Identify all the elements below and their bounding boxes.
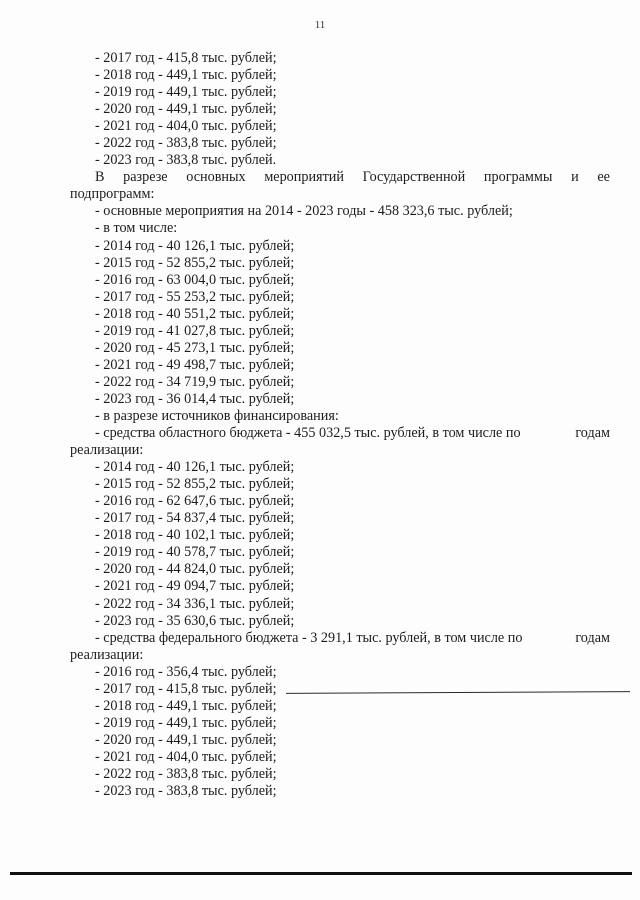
- funding-list-federal: [70, 664, 610, 800]
- intro-word: и: [571, 169, 579, 186]
- list-item: - 2018 год - 40 102,1 тыс. рублей;: [95, 527, 295, 544]
- list-item: - 2021 год - 49 094,7 тыс. рублей;: [95, 578, 295, 595]
- list-item: - 2023 год - 383,8 тыс. рублей.: [95, 152, 277, 169]
- list-item: - 2017 год - 415,8 тыс. рублей;: [95, 50, 277, 66]
- list-item: - 2020 год - 449,1 тыс. рублей;: [95, 101, 277, 118]
- list-item: - 2016 год - 63 004,0 тыс. рублей;: [95, 271, 295, 288]
- federal-budget-text: - средства федерального бюджета - 3 291,1 тыс. рублей, в том числе по: [95, 629, 523, 646]
- list-item: - 2021 год - 49 498,7 тыс. рублей;: [95, 356, 295, 373]
- intro-word: программы: [483, 169, 553, 186]
- list-item: - 2019 год - 40 578,7 тыс. рублей;: [95, 544, 295, 561]
- list-item: - 2017 год - 55 253,2 тыс. рублей;: [95, 288, 295, 305]
- intro-word: ее: [597, 169, 610, 186]
- section-intro-paragraph: [70, 169, 610, 186]
- funding-list-federal-tail: [70, 50, 610, 169]
- intro-word: В: [95, 169, 105, 186]
- regional-budget-continuation: реализации:: [70, 442, 144, 459]
- funding-sources-label: - в разрезе источников финансирования:: [95, 407, 339, 424]
- list-item: - 2014 год - 40 126,1 тыс. рублей;: [95, 459, 295, 476]
- list-item: - 2019 год - 449,1 тыс. рублей;: [95, 714, 277, 731]
- list-item: - 2022 год - 34 336,1 тыс. рублей;: [95, 595, 295, 612]
- funding-list-regional: [70, 459, 610, 629]
- funding-list-main-events: [70, 238, 610, 408]
- intro-word: разрезе: [123, 169, 168, 186]
- list-item: - 2021 год - 404,0 тыс. рублей;: [95, 748, 277, 765]
- list-item: - 2020 год - 449,1 тыс. рублей;: [95, 731, 277, 748]
- list-item: - 2014 год - 40 126,1 тыс. рублей;: [95, 237, 295, 254]
- regional-budget-end: годам: [575, 425, 610, 442]
- list-item: - 2023 год - 35 630,6 тыс. рублей;: [95, 612, 295, 629]
- list-item: - 2017 год - 415,8 тыс. рублей;: [95, 680, 277, 697]
- document-body: [70, 50, 610, 800]
- intro-word: Государственной: [362, 169, 466, 186]
- list-item: - 2017 год - 54 837,4 тыс. рублей;: [95, 510, 295, 527]
- list-item: - 2022 год - 34 719,9 тыс. рублей;: [95, 373, 295, 390]
- list-item: - 2015 год - 52 855,2 тыс. рублей;: [95, 254, 295, 271]
- regional-budget-line: [70, 425, 610, 442]
- bottom-rule: [10, 872, 632, 875]
- list-item: - 2019 год - 449,1 тыс. рублей;: [95, 84, 277, 101]
- list-item: - 2019 год - 41 027,8 тыс. рублей;: [95, 322, 295, 339]
- including-label: - в том числе:: [95, 220, 178, 237]
- intro-word: мероприятий: [264, 169, 344, 186]
- section-intro-continuation: подпрограмм:: [70, 186, 155, 203]
- regional-budget-text: - средства областного бюджета - 455 032,5 тыс. рублей, в том числе по: [95, 425, 521, 442]
- list-item: - 2016 год - 62 647,6 тыс. рублей;: [95, 493, 295, 510]
- list-item: - 2022 год - 383,8 тыс. рублей;: [95, 765, 277, 782]
- federal-budget-continuation: реализации:: [70, 646, 144, 663]
- list-item: - 2023 год - 383,8 тыс. рублей;: [95, 783, 277, 800]
- list-item: - 2023 год - 36 014,4 тыс. рублей;: [95, 390, 295, 407]
- intro-word: основных: [186, 169, 246, 186]
- list-item: - 2015 год - 52 855,2 тыс. рублей;: [95, 476, 295, 493]
- main-events-total: - основные мероприятия на 2014 - 2023 годы - 458 323,6 тыс. рублей;: [95, 203, 513, 220]
- federal-budget-end: годам: [575, 629, 610, 646]
- list-item: - 2022 год - 383,8 тыс. рублей;: [95, 135, 277, 152]
- list-item: - 2020 год - 45 273,1 тыс. рублей;: [95, 339, 295, 356]
- list-item: - 2018 год - 449,1 тыс. рублей;: [95, 67, 277, 84]
- page-number: 11: [314, 19, 326, 31]
- federal-budget-line: [70, 630, 610, 647]
- list-item: - 2016 год - 356,4 тыс. рублей;: [95, 663, 277, 680]
- list-item: - 2018 год - 40 551,2 тыс. рублей;: [95, 305, 295, 322]
- list-item: - 2021 год - 404,0 тыс. рублей;: [95, 118, 277, 135]
- list-item: - 2020 год - 44 824,0 тыс. рублей;: [95, 561, 295, 578]
- list-item: - 2018 год - 449,1 тыс. рублей;: [95, 697, 277, 714]
